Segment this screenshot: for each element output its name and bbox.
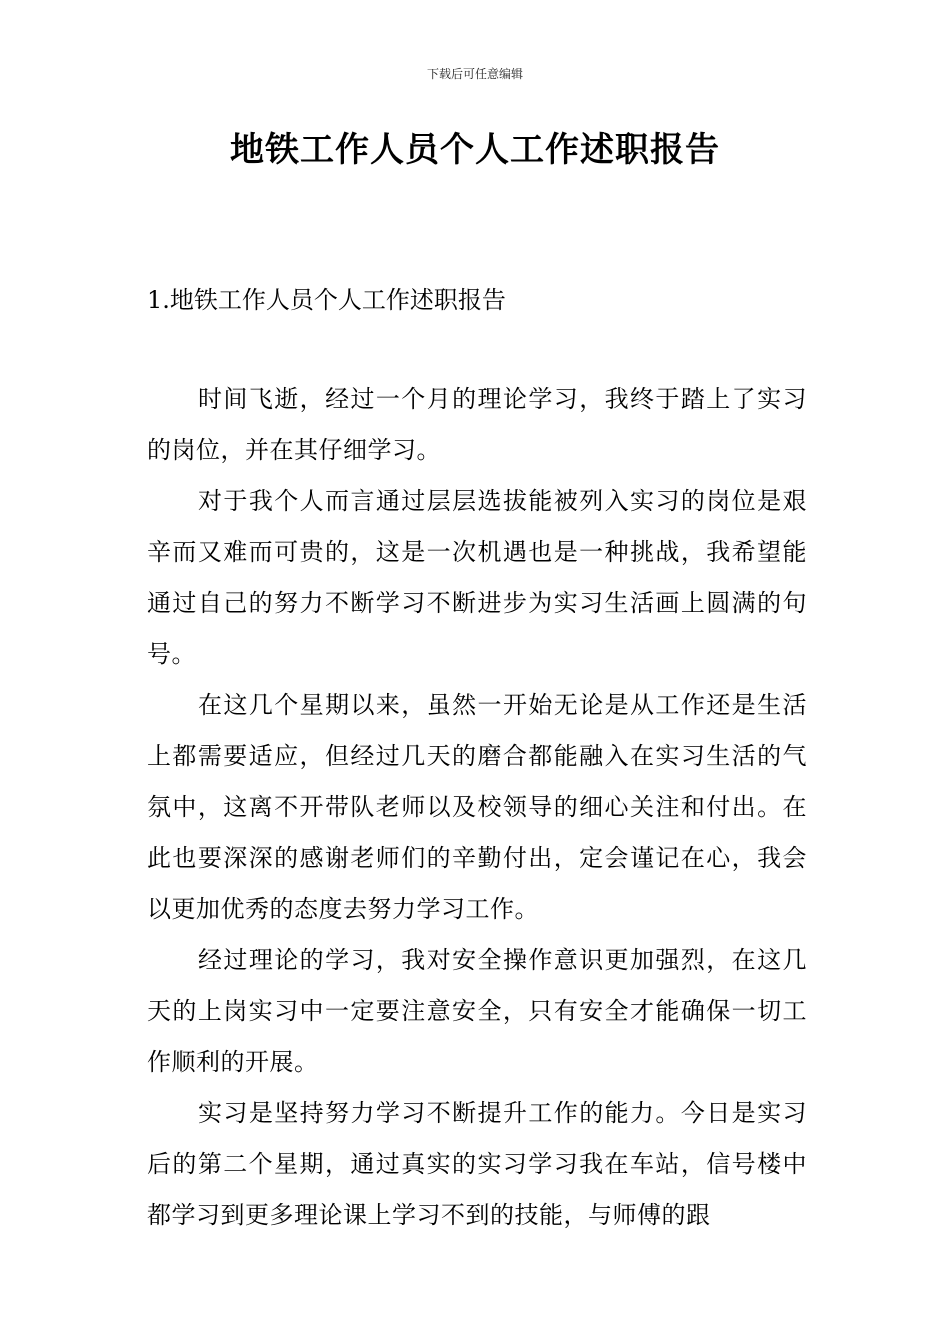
paragraph: 在这几个星期以来，虽然一开始无论是从工作还是生活上都需要适应，但经过几天的磨合都能融入在实习生活的气氛中，这离不开带队老师以及校领导的细心关注和付出。在此也要深深的感谢老师们的辛勤付出，定会谨记在心，我会以更加优秀的态度去努力学习工作。: [147, 691, 807, 923]
header-note: 下载后可任意编辑: [426, 67, 523, 81]
paragraph: 时间飞逝，经过一个月的理论学习，我终于踏上了实习的岗位，并在其仔细学习。: [147, 385, 807, 464]
document-title: 地铁工作人员个人工作述职报告: [230, 130, 720, 170]
document-body: [147, 374, 807, 1241]
section-heading: 1.地铁工作人员个人工作述职报告: [147, 286, 506, 314]
paragraph: 实习是坚持努力学习不断提升工作的能力。今日是实习后的第二个星期，通过真实的实习学习我在车站，信号楼中都学习到更多理论课上学习不到的技能，与师傅的跟: [147, 1099, 807, 1229]
paragraph: 经过理论的学习，我对安全操作意识更加强烈，在这几天的上岗实习中一定要注意安全，只有安全才能确保一切工作顺利的开展。: [147, 946, 807, 1076]
paragraph: 对于我个人而言通过层层选拔能被列入实习的岗位是艰辛而又难而可贵的，这是一次机遇也是一种挑战，我希望能通过自己的努力不断学习不断进步为实习生活画上圆满的句号。: [147, 487, 807, 668]
